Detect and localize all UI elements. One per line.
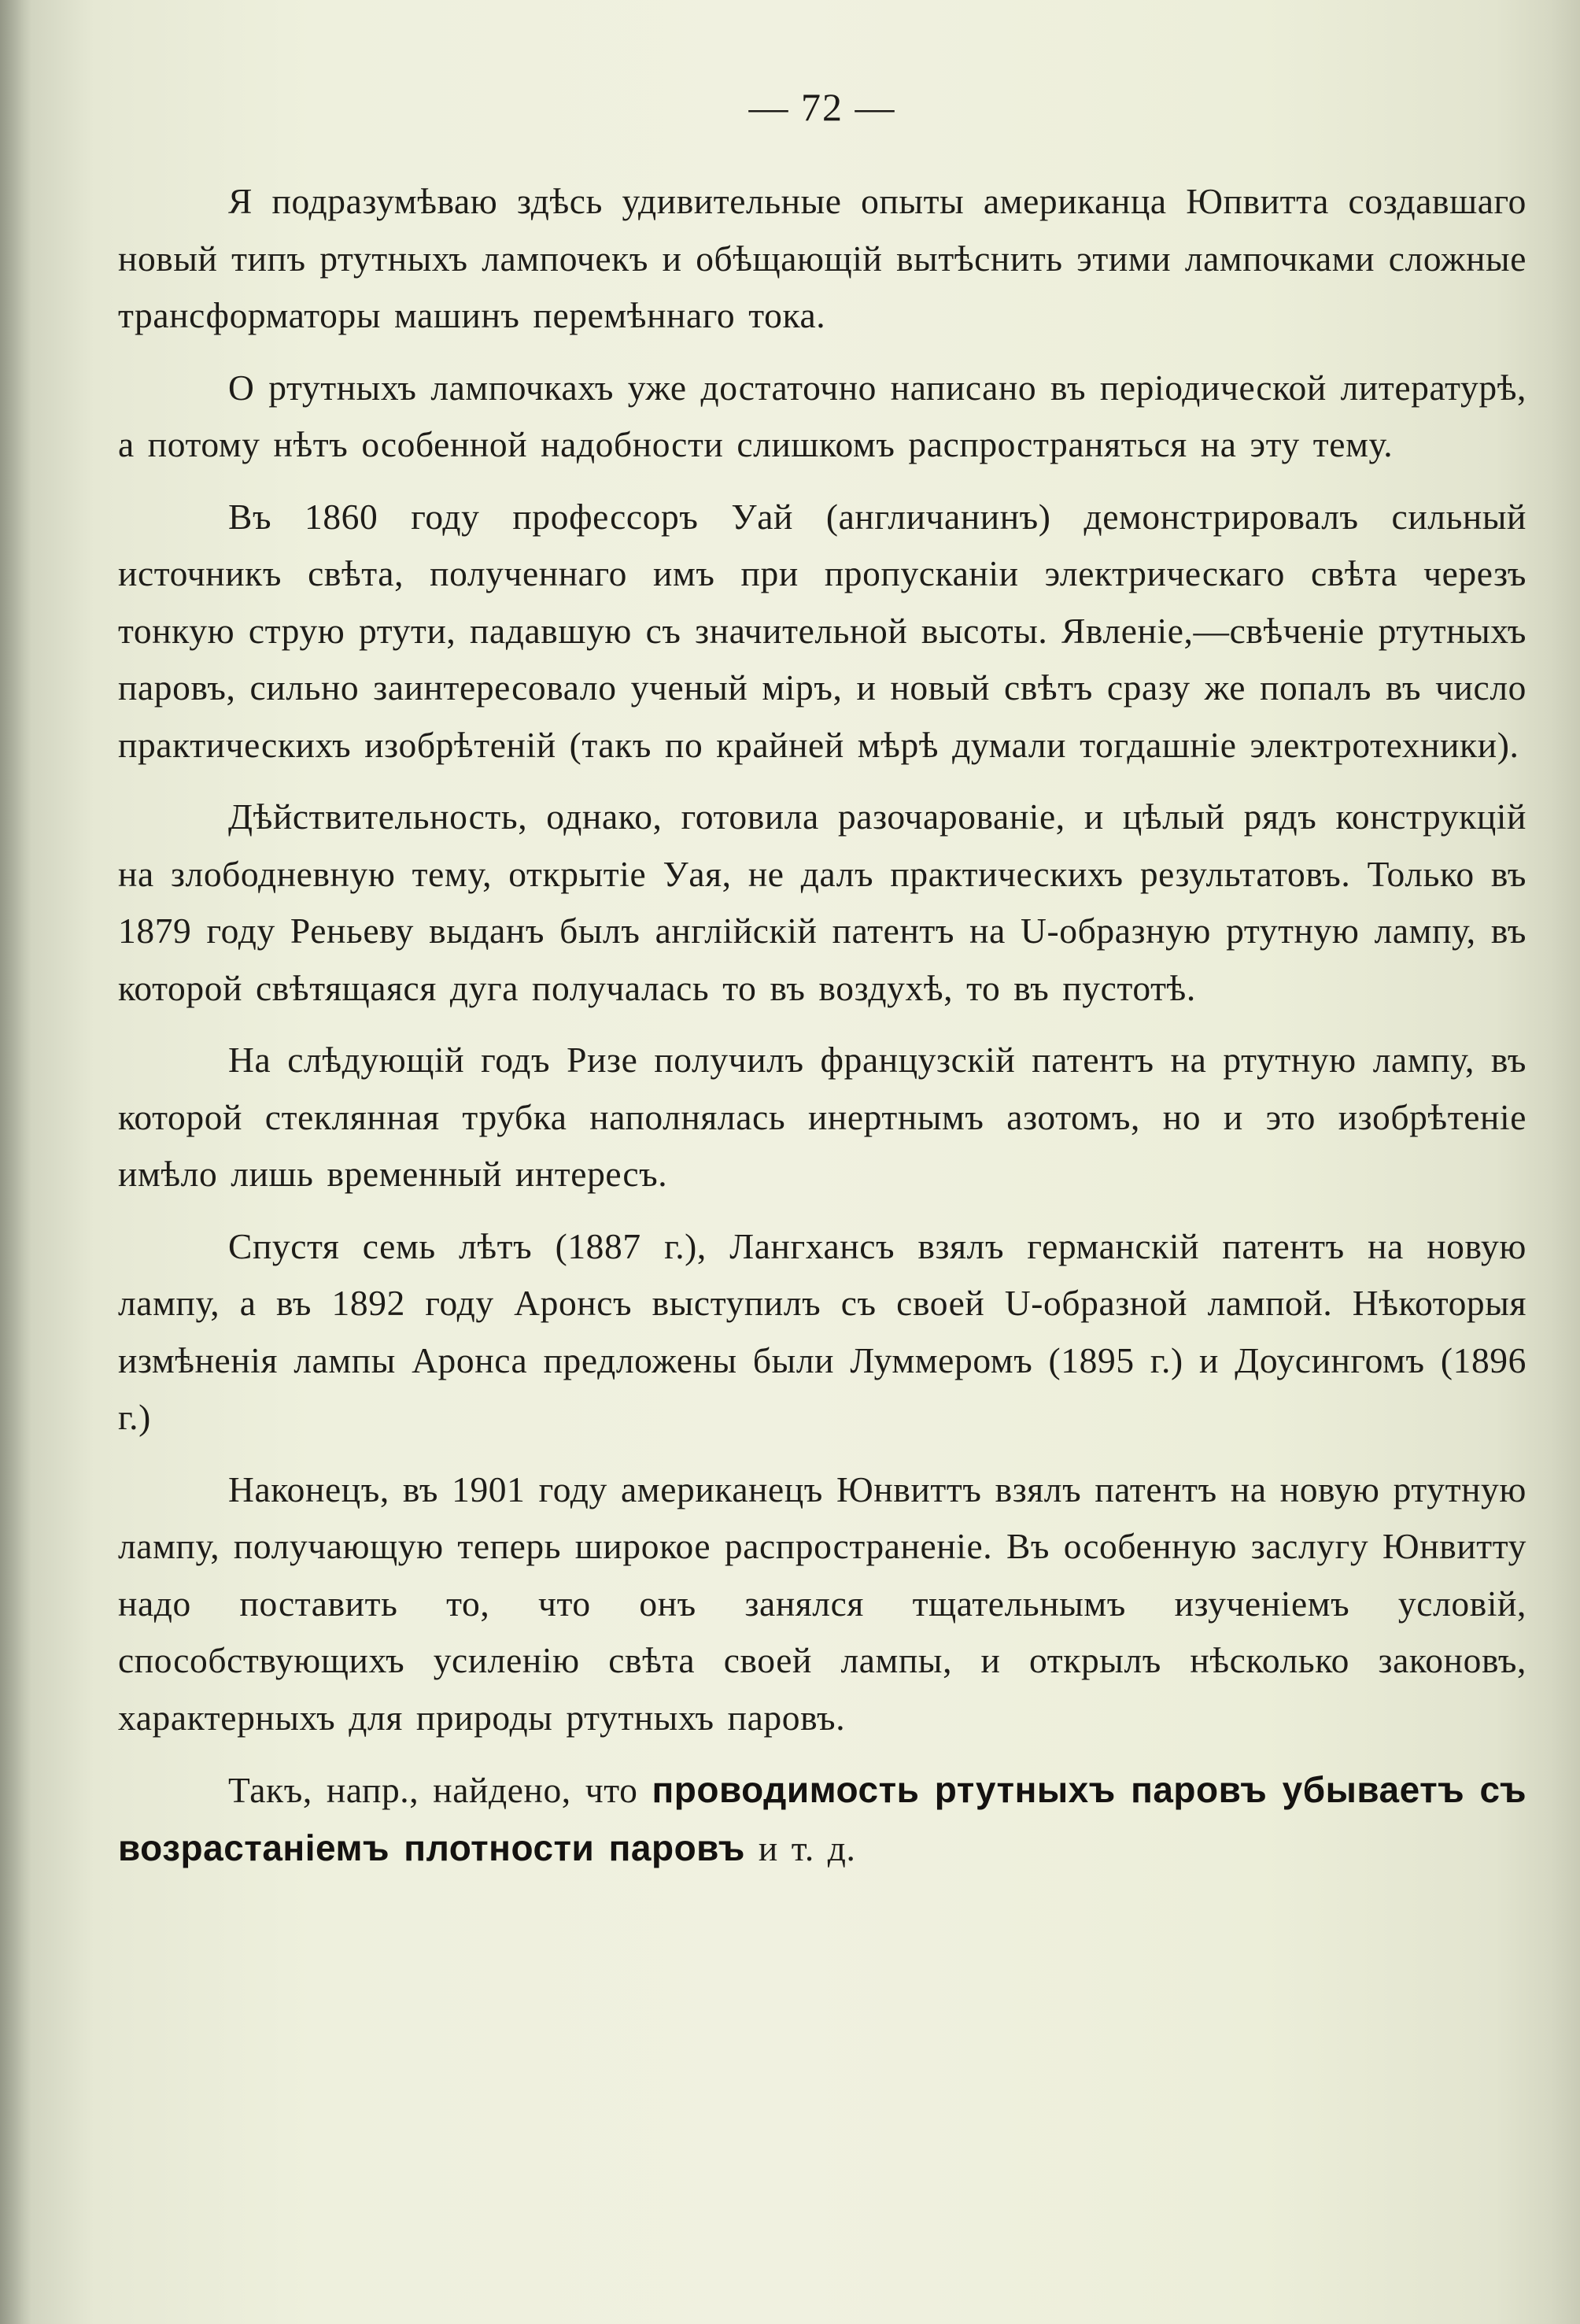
final-tail-text: и т. д. — [744, 1827, 856, 1868]
paragraph-4: Дѣйствительность, однако, готовила разочарованіе, и цѣлый рядъ конструкцій на злободневную тему, открытіе Уая, не далъ практическихъ результатовъ. Только въ 1879 году Реньеву выданъ былъ англійскій патентъ на U-образную ртутную лампу, въ которой свѣтящаяся дуга получалась то въ воздухѣ, то въ пустотѣ. — [118, 796, 1526, 1008]
page-body — [118, 173, 1526, 1892]
page-edge-shadow — [0, 0, 31, 2324]
page-number: — 72 — — [748, 85, 896, 129]
paragraph-2: О ртутныхъ лампочкахъ уже достаточно написано въ періодической литературѣ, а потому нѣтъ особенной надобности слишкомъ распространяться на эту тему. — [118, 367, 1526, 464]
paragraph-3: Въ 1860 году профессоръ Уай (англичанинъ) демонстрировалъ сильный источникъ свѣта, полученнаго имъ при пропусканіи электрическаго свѣта черезъ тонкую струю ртути, падавшую съ значительной высоты. Явленіе,—свѣченіе ртутныхъ паровъ, сильно заинтересовало ученый міръ, и новый свѣтъ сразу же попалъ въ число практическихъ изобрѣтеній (такъ по крайней мѣрѣ думали тогдашніе электротехники). — [118, 496, 1526, 765]
emphasized-law: проводимость ртутныхъ паровъ убываетъ съ возрастаніемъ плотности паровъ — [118, 1769, 1526, 1868]
paragraph-5: На слѣдующій годъ Ризе получилъ французскій патентъ на ртутную лампу, въ которой стеклянная трубка наполнялась инертнымъ азотомъ, но и это изобрѣтеніе имѣло лишь временный интересъ. — [118, 1040, 1526, 1194]
paragraph-1: Я подразумѣваю здѣсь удивительные опыты американца Юпвитта создавшаго новый типъ ртутныхъ лампочекъ и обѣщающій вытѣснить этими лампочками сложные трансформаторы машинъ перемѣннаго тока. — [118, 181, 1526, 335]
paragraph-7: Наконецъ, въ 1901 году американецъ Юнвиттъ взялъ патентъ на новую ртутную лампу, получающую теперь широкое распространеніе. Въ особенную заслугу Юнвитту надо поставить то, что онъ занялся тщательнымъ изученіемъ условій, способствующихъ усиленію свѣта своей лампы, и открылъ нѣсколько законовъ, характерныхъ для природы ртутныхъ паровъ. — [118, 1469, 1526, 1738]
paragraph-6: Спустя семь лѣтъ (1887 г.), Лангхансъ взялъ германскій патентъ на новую лампу, а въ 1892 году Аронсъ выступилъ съ своей U-образной лампой. Нѣкоторыя измѣненія лампы Аронса предложены были Луммеромъ (1895 г.) и Доусингомъ (1896 г.) — [118, 1225, 1526, 1437]
paragraph-8 — [118, 1761, 1526, 1877]
final-lead-text: Такъ, напр., найдено, что — [228, 1770, 652, 1810]
